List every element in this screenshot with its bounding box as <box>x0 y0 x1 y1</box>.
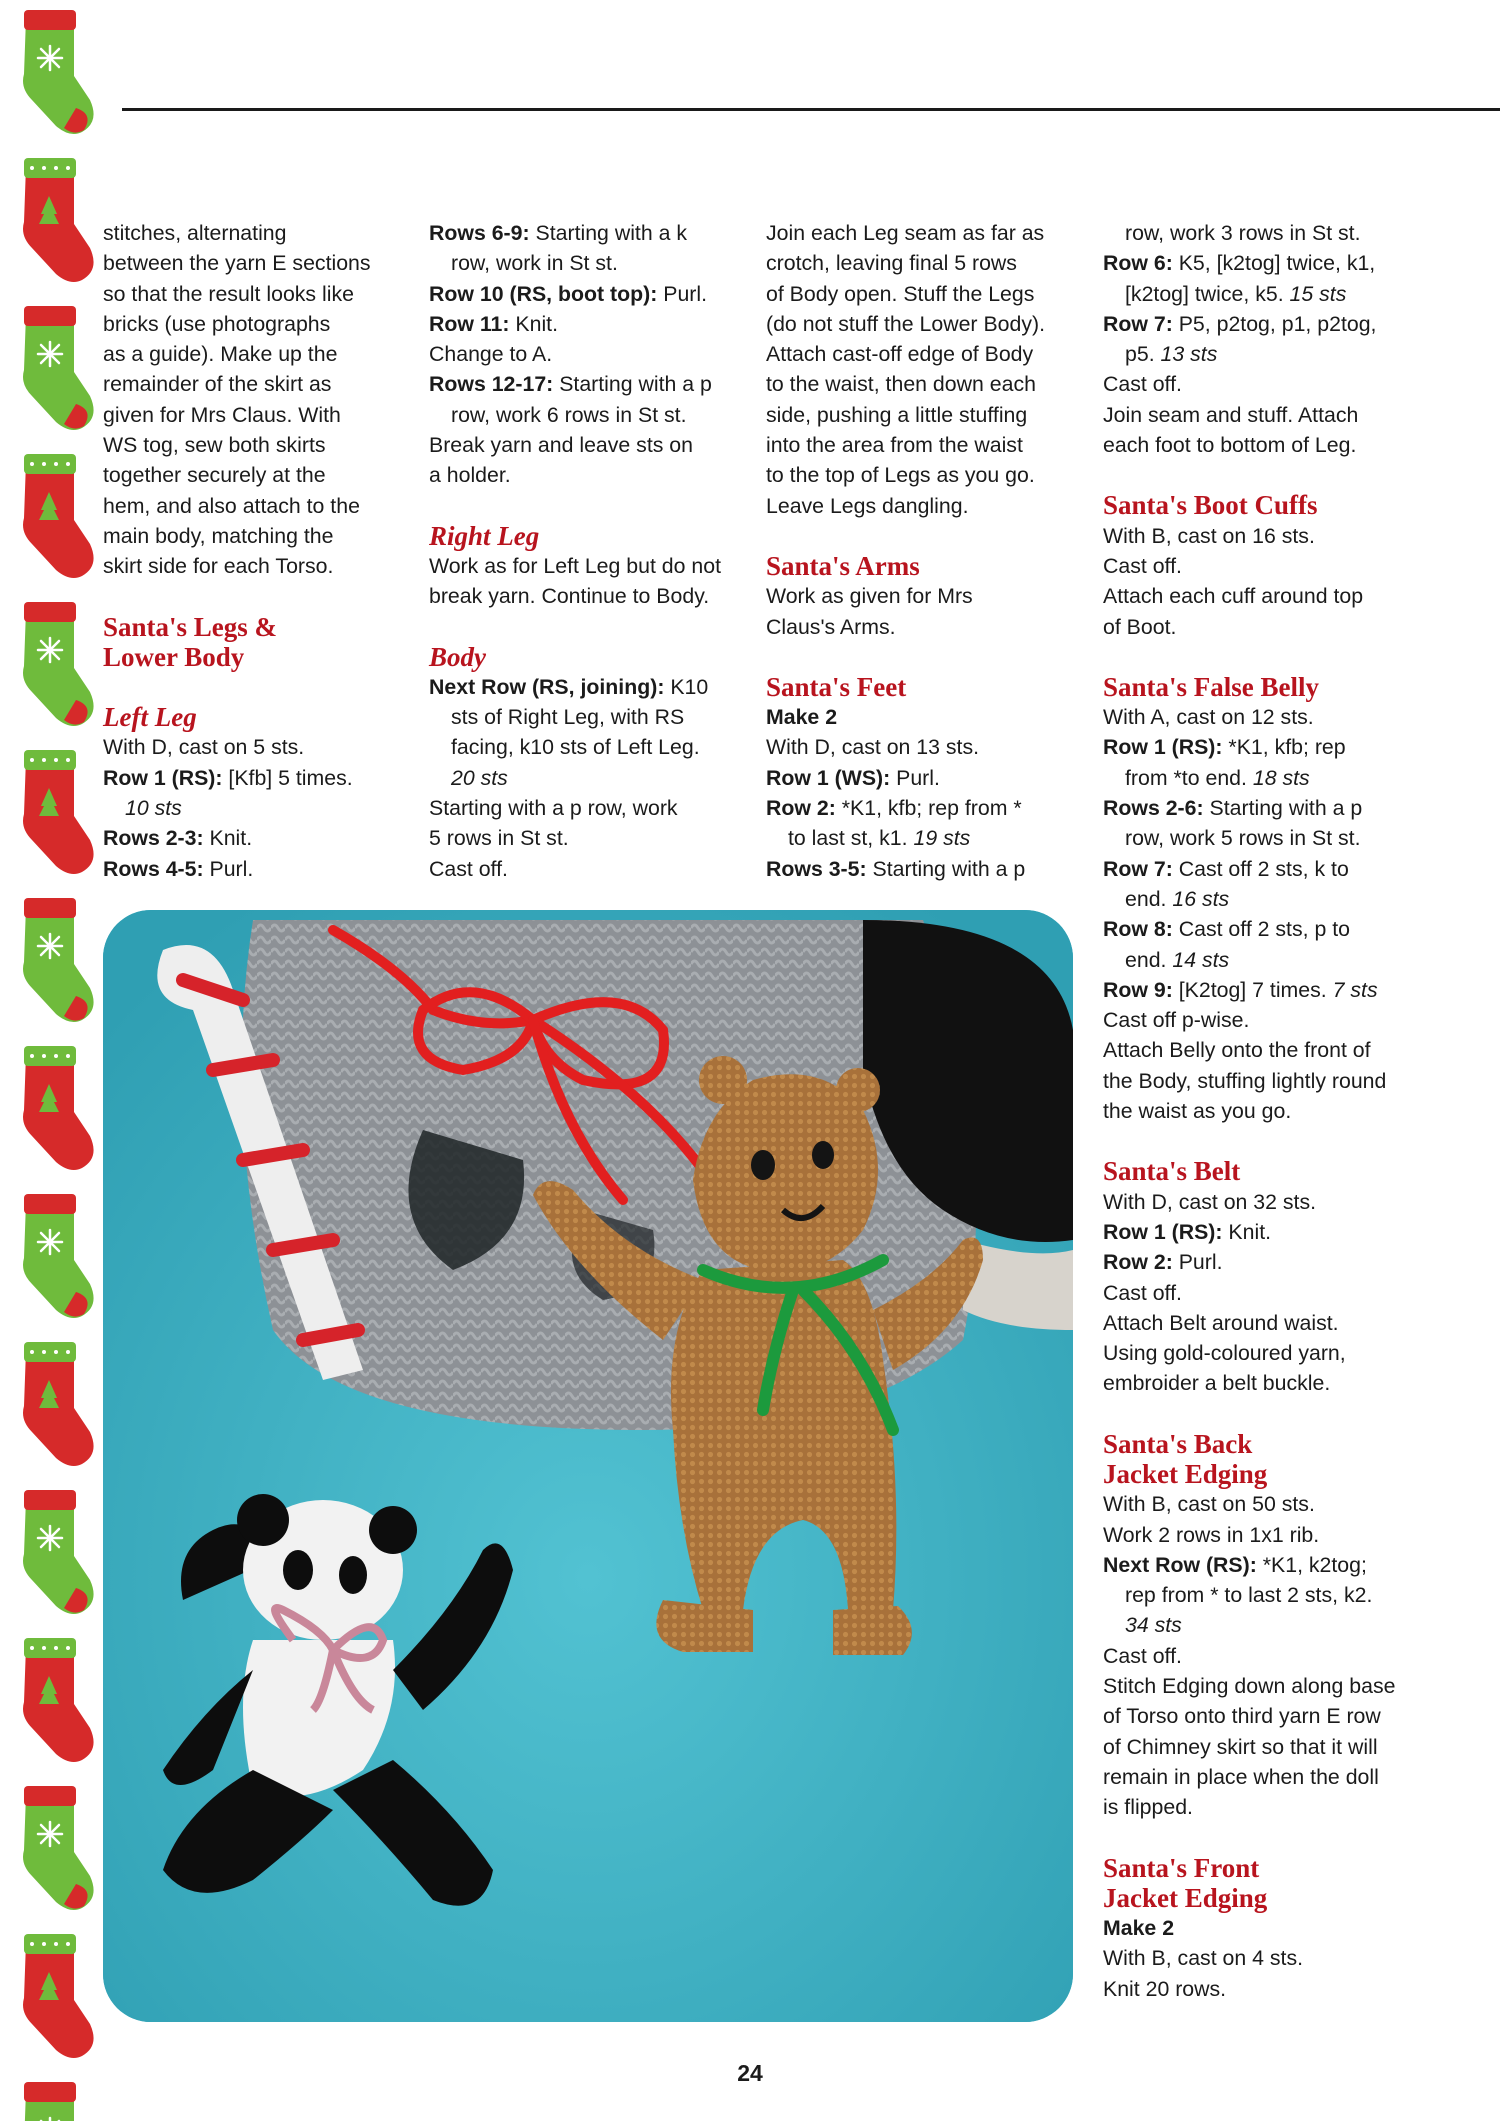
page-number: 24 <box>737 2060 763 2086</box>
instruction: Claus's Arms. <box>766 614 896 639</box>
instruction: Join each Leg seam as far as <box>766 221 1045 245</box>
instruction: to the top of Legs as you go. <box>766 463 1035 488</box>
instruction: of Torso onto third yarn E row <box>1103 1704 1381 1729</box>
column-2 <box>429 218 747 884</box>
instruction: the Body, stuffing lightly round <box>1103 1068 1387 1093</box>
front-jacket-edging-heading: Santa's Front Jacket Edging <box>1103 1852 1268 1913</box>
instruction: With B, cast on 50 sts. <box>1103 1492 1315 1517</box>
instruction-row: Rows 4-5: Purl. <box>103 856 254 881</box>
instruction: of Body open. Stuff the Legs <box>766 281 1035 306</box>
instruction: Cast off. <box>1103 1280 1182 1305</box>
instruction-row: Row 1 (WS): Purl. <box>766 765 940 790</box>
instruction: Join seam and stuff. Attach <box>1103 402 1359 427</box>
instruction: embroider a belt buckle. <box>1103 1371 1331 1396</box>
instruction: Using gold-coloured yarn, <box>1103 1341 1346 1366</box>
instruction-row: Rows 2-6: Starting with a p <box>1103 796 1363 821</box>
instruction: (do not stuff the Lower Body). <box>766 311 1045 336</box>
body-heading: Body <box>429 641 486 672</box>
instruction-row: Row 7: Cast off 2 sts, k to <box>1103 856 1349 881</box>
intro-line: WS tog, sew both skirts <box>103 433 326 458</box>
instruction: [k2tog] twice, k5. 15 sts <box>1125 281 1347 306</box>
instruction: the waist as you go. <box>1103 1099 1292 1124</box>
instruction: break yarn. Continue to Body. <box>429 584 710 609</box>
instruction: Break yarn and leave sts on <box>429 433 693 458</box>
intro-line: given for Mrs Claus. With <box>103 402 341 427</box>
instruction: a holder. <box>429 463 511 488</box>
instruction: Change to A. <box>429 342 553 367</box>
instruction: side, pushing a little stuffing <box>766 402 1028 427</box>
instruction: facing, k10 sts of Left Leg. <box>451 735 700 760</box>
instruction: crotch, leaving final 5 rows <box>766 251 1017 276</box>
instruction: p5. 13 sts <box>1125 342 1218 367</box>
stitch-count: 20 sts <box>451 765 508 790</box>
intro-line: skirt side for each Torso. <box>103 554 334 579</box>
instruction: is flipped. <box>1103 1795 1193 1820</box>
instruction: row, work 5 rows in St st. <box>1125 826 1361 851</box>
intro-line: stitches, alternating <box>103 221 287 245</box>
instruction: Work as for Left Leg but do not <box>429 553 722 578</box>
instruction: of Boot. <box>1103 614 1177 639</box>
instruction: Leave Legs dangling. <box>766 493 969 518</box>
intro-line: as a guide). Make up the <box>103 342 338 367</box>
make-count: Make 2 <box>1103 1916 1175 1941</box>
instruction: Cast off p-wise. <box>1103 1008 1250 1033</box>
instruction: Work 2 rows in 1x1 rib. <box>1103 1522 1320 1547</box>
instruction: With D, cast on 5 sts. <box>103 735 305 760</box>
make-count: Make 2 <box>766 705 838 730</box>
intro-line: between the yarn E sections <box>103 251 371 276</box>
top-rule <box>122 108 1500 111</box>
instruction-row: Rows 6-9: Starting with a k <box>429 221 688 245</box>
intro-line: so that the result looks like <box>103 281 354 306</box>
instruction-row: Next Row (RS, joining): K10 <box>429 674 709 699</box>
santas-belt-heading: Santa's Belt <box>1103 1156 1241 1187</box>
instruction: With D, cast on 32 sts. <box>1103 1189 1317 1214</box>
instruction-row: Next Row (RS): *K1, k2tog; <box>1103 1552 1367 1577</box>
instruction: Knit 20 rows. <box>1103 1976 1227 2001</box>
instruction: into the area from the waist <box>766 433 1023 458</box>
intro-line: main body, matching the <box>103 523 334 548</box>
instruction-row: Rows 12-17: Starting with a p <box>429 372 712 397</box>
instruction: to the waist, then down each <box>766 372 1036 397</box>
instruction: row, work in St st. <box>451 251 618 276</box>
instruction-row: Row 1 (RS): *K1, kfb; rep <box>1103 735 1346 760</box>
instruction: rep from * to last 2 sts, k2. <box>1125 1583 1373 1608</box>
instruction: remain in place when the doll <box>1103 1764 1379 1789</box>
instruction: Cast off. <box>429 856 508 881</box>
santas-legs-heading: Santa's Legs & Lower Body <box>103 611 278 672</box>
instruction-row: Rows 3-5: Starting with a p <box>766 856 1026 881</box>
instruction-row: Row 7: P5, p2tog, p1, p2tog, <box>1103 311 1377 336</box>
instruction: Starting with a p row, work <box>429 796 678 821</box>
instruction: With B, cast on 4 sts. <box>1103 1946 1304 1971</box>
instruction: With D, cast on 13 sts. <box>766 735 980 760</box>
intro-line: remainder of the skirt as <box>103 372 332 397</box>
instruction: Cast off. <box>1103 1643 1182 1668</box>
instruction: end. 14 sts <box>1125 947 1230 972</box>
column-4 <box>1103 218 1433 2004</box>
stocking-border <box>0 0 100 2121</box>
instruction-row: Row 1 (RS): Knit. <box>1103 1219 1272 1244</box>
instruction: Attach cast-off edge of Body <box>766 342 1034 367</box>
intro-line: hem, and also attach to the <box>103 493 360 518</box>
left-leg-heading: Left Leg <box>103 702 197 733</box>
instruction: row, work 3 rows in St st. <box>1125 221 1361 245</box>
santas-arms-heading: Santa's Arms <box>766 550 920 581</box>
instruction: Attach Belly onto the front of <box>1103 1038 1371 1063</box>
knitted-toys-photo <box>103 910 1073 2022</box>
instruction: each foot to bottom of Leg. <box>1103 433 1357 458</box>
instruction: With B, cast on 16 sts. <box>1103 523 1315 548</box>
instruction: of Chimney skirt so that it will <box>1103 1734 1378 1759</box>
instruction-row: Row 11: Knit. <box>429 311 559 336</box>
intro-line: together securely at the <box>103 463 326 488</box>
boot-cuffs-heading: Santa's Boot Cuffs <box>1103 490 1318 521</box>
instruction: sts of Right Leg, with RS <box>451 705 685 730</box>
instruction: to last st, k1. 19 sts <box>788 826 971 851</box>
right-leg-heading: Right Leg <box>429 520 540 551</box>
instruction: end. 16 sts <box>1125 886 1230 911</box>
instruction: With A, cast on 12 sts. <box>1103 705 1314 730</box>
column-1 <box>103 218 421 884</box>
instruction-row: Row 2: *K1, kfb; rep from * <box>766 796 1022 821</box>
instruction-row: Rows 2-3: Knit. <box>103 826 253 851</box>
column-3 <box>766 218 1086 884</box>
instruction: Attach Belt around waist. <box>1103 1310 1339 1335</box>
instruction: Cast off. <box>1103 553 1182 578</box>
instruction: Stitch Edging down along base <box>1103 1674 1396 1699</box>
instruction-row: Row 2: Purl. <box>1103 1250 1223 1275</box>
instruction-row: Row 9: [K2tog] 7 times. 7 sts <box>1103 977 1378 1002</box>
santas-feet-heading: Santa's Feet <box>766 671 907 702</box>
instruction-row: Row 1 (RS): [Kfb] 5 times. <box>103 765 353 790</box>
intro-line: bricks (use photographs <box>103 311 331 336</box>
instruction: Attach each cuff around top <box>1103 584 1364 609</box>
instruction: Work as given for Mrs <box>766 584 973 609</box>
instruction: from *to end. 18 sts <box>1125 765 1310 790</box>
false-belly-heading: Santa's False Belly <box>1103 671 1320 702</box>
instruction-row: Row 8: Cast off 2 sts, p to <box>1103 917 1350 942</box>
instruction-row: Row 6: K5, [k2tog] twice, k1, <box>1103 251 1376 276</box>
back-jacket-edging-heading: Santa's Back Jacket Edging <box>1103 1428 1268 1489</box>
instruction: row, work 6 rows in St st. <box>451 402 687 427</box>
stitch-count: 10 sts <box>125 796 182 821</box>
stitch-count: 34 sts <box>1125 1613 1182 1638</box>
instruction-row: Row 10 (RS, boot top): Purl. <box>429 281 708 306</box>
photo-illustration <box>103 910 1073 2022</box>
instruction: 5 rows in St st. <box>429 826 569 851</box>
instruction: Cast off. <box>1103 372 1182 397</box>
